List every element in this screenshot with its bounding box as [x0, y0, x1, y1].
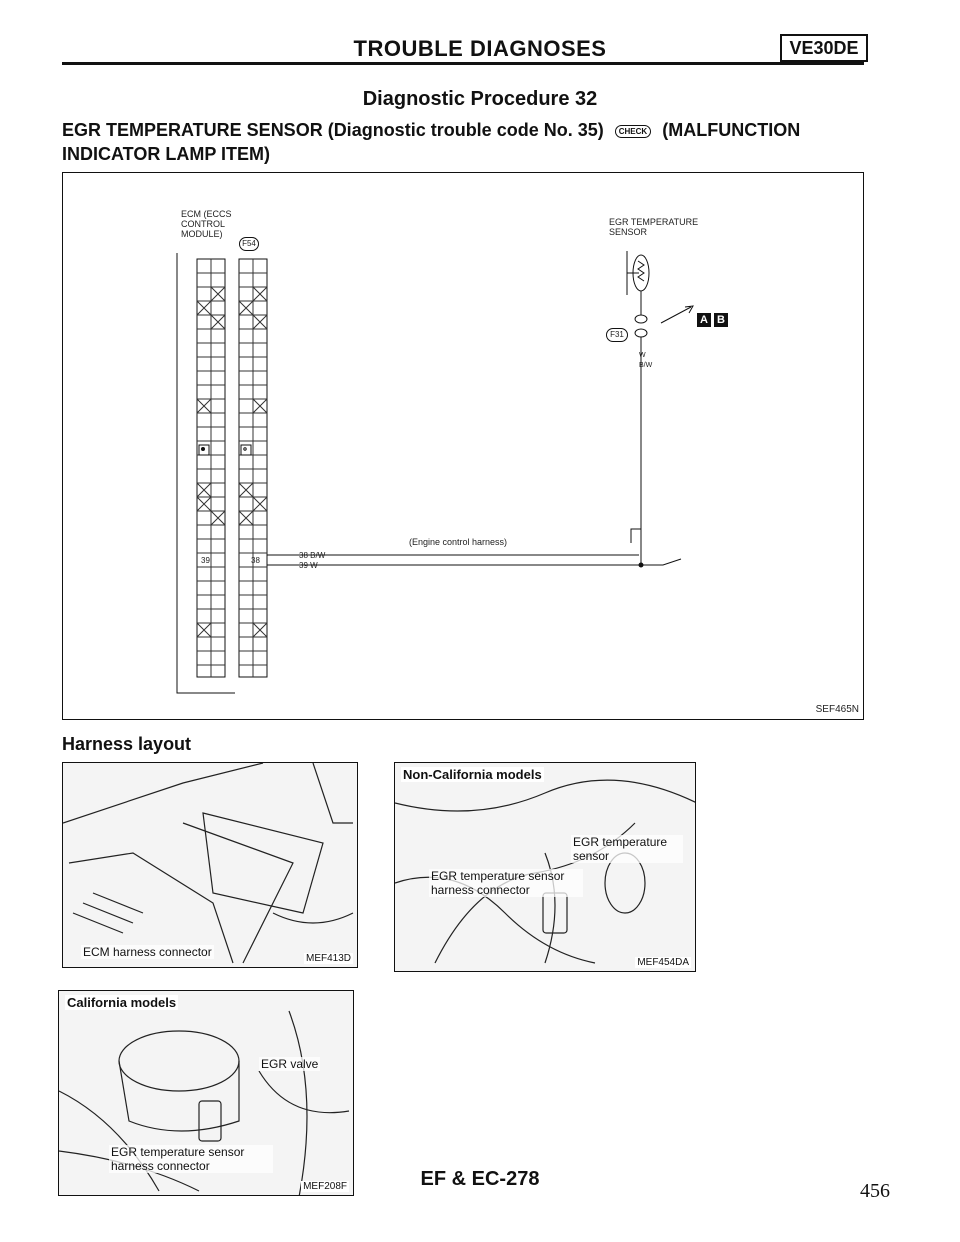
procedure-heading-line1	[62, 120, 800, 141]
ecm-label: ECM (ECCS CONTROL MODULE)	[181, 209, 232, 239]
harness-label: (Engine control harness)	[409, 537, 508, 547]
photo-non-california	[394, 762, 696, 972]
header-rule	[62, 62, 864, 65]
heading-text: EGR TEMPERATURE SENSOR (Diagnostic trouble code No. 35)	[62, 120, 604, 140]
engine-badge: VE30DE	[780, 34, 868, 62]
diagram-code: SEF465N	[815, 704, 859, 715]
procedure-title: Diagnostic Procedure 32	[362, 88, 598, 110]
photo3-label-valve: EGR valve	[261, 1057, 319, 1071]
photo-ecm-connector	[62, 762, 358, 968]
non-california-illustration	[395, 763, 696, 972]
photo2-label-connector: EGR temperature sensor harness connector	[429, 869, 583, 897]
photo2-heading: Non-California models	[403, 767, 542, 782]
footer-section: EF & EC-278	[420, 1168, 540, 1190]
photo2-code: MEF454DA	[637, 957, 689, 968]
ecm-illustration	[63, 763, 358, 968]
photo3-heading: California models	[67, 995, 177, 1010]
wiring-diagram	[63, 173, 863, 719]
pin-tag-38: 38	[251, 556, 260, 565]
heading-suffix: (MALFUNCTION	[662, 120, 801, 140]
photo1-code: MEF413D	[305, 953, 351, 964]
section-title: Harness layout	[62, 734, 192, 754]
photo3-code: MEF208F	[303, 1181, 347, 1192]
pin-38-label: 38 B/W	[299, 551, 326, 560]
photo3-label-connector: EGR temperature sensor harness connector	[109, 1145, 273, 1173]
photo1-label: ECM harness connector	[83, 945, 212, 959]
wiring-diagram-frame	[62, 172, 864, 720]
pin-tag-39: 39	[201, 556, 210, 565]
box-b: B	[714, 313, 728, 327]
photo2-label-sensor: EGR temperature sensor	[571, 835, 683, 863]
sensor-label: EGR TEMPERATURE SENSOR	[609, 217, 699, 237]
sensor-wire-label: W B/W	[639, 352, 653, 369]
procedure-heading-line2: INDICATOR LAMP ITEM)	[62, 144, 270, 164]
photo-california	[58, 990, 354, 1196]
page-number: 456	[860, 1180, 890, 1202]
ecm-connector-id: F54	[239, 237, 259, 251]
pin-39-label: 39 W	[299, 561, 318, 570]
check-engine-icon: CHECK	[615, 125, 651, 138]
box-a: A	[697, 313, 711, 327]
page-header-title: TROUBLE DIAGNOSES	[353, 36, 607, 61]
sensor-connector-id: F31	[606, 328, 628, 342]
